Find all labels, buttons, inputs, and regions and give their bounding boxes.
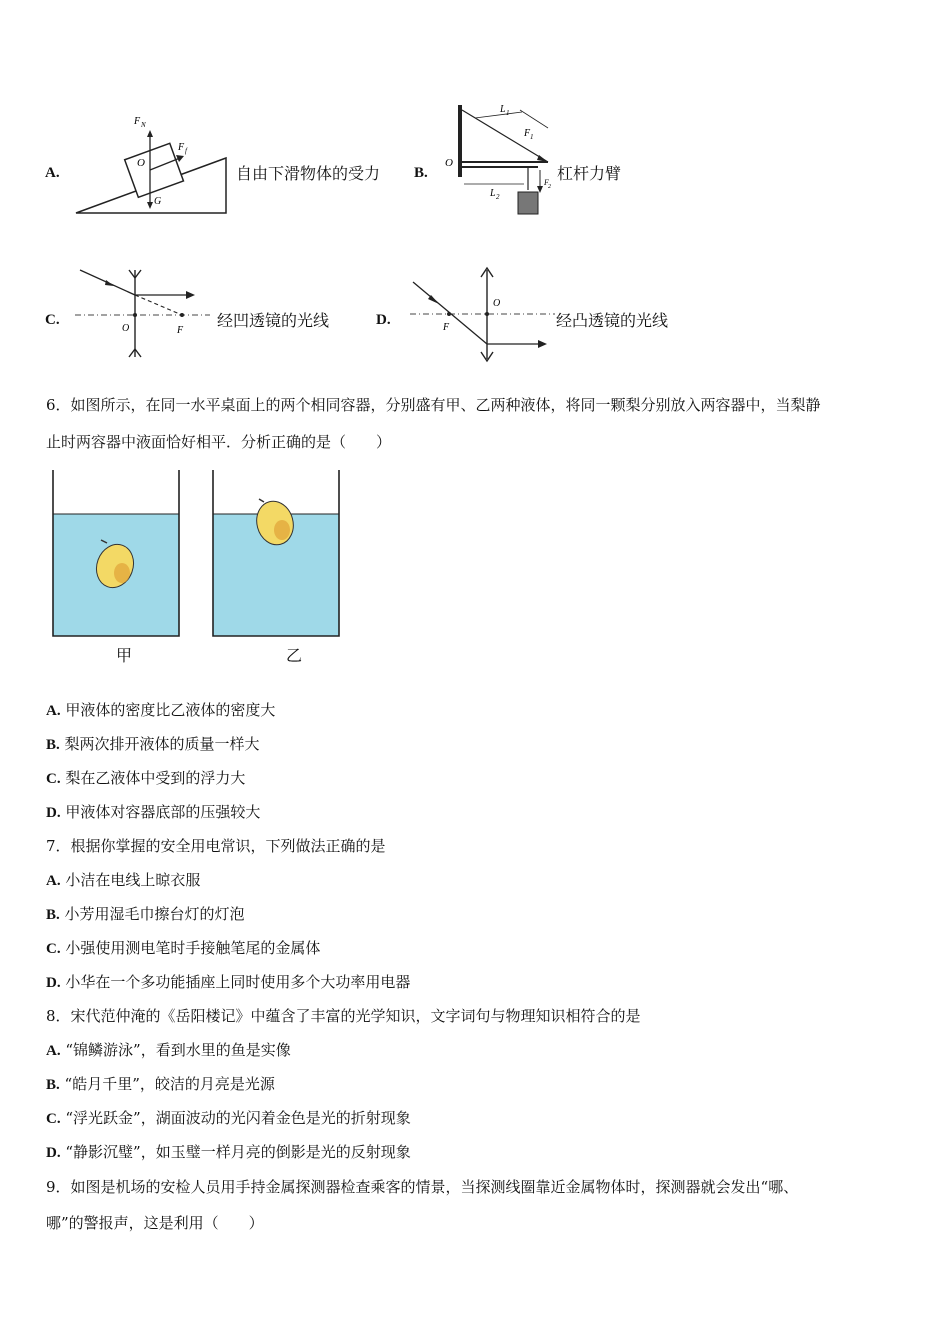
container-yi xyxy=(212,470,342,638)
convex-f-label: F xyxy=(443,322,450,333)
l1-label: L xyxy=(500,104,506,115)
option-a-label: A. xyxy=(45,165,60,181)
q7-option-a-label: A. xyxy=(46,873,61,889)
q6-stem-line2: 止时两容器中液面恰好相平．分析正确的是（ ） xyxy=(46,433,392,451)
q6-option-c-text: 梨在乙液体中受到的浮力大 xyxy=(65,769,246,787)
fn-sub: N xyxy=(141,121,146,129)
lever-o-label: O xyxy=(445,157,453,169)
q7-option-c-text: 小强使用测电笔时手接触笔尾的金属体 xyxy=(65,939,321,957)
f2-sub: 2 xyxy=(548,184,551,190)
q8-stem: 8．宋代范仲淹的《岳阳楼记》中蕴含了丰富的光学知识，文字词句与物理知识相符合的是 xyxy=(46,1007,641,1025)
convex-o-label: O xyxy=(493,298,501,309)
q6-option-d-label: D. xyxy=(46,805,61,821)
q7-option-d-label: D. xyxy=(46,975,61,991)
option-a-caption: 自由下滑物体的受力 xyxy=(236,164,381,183)
q6-option-b-text: 梨两次排开液体的质量一样大 xyxy=(64,735,260,753)
f2-label: F xyxy=(544,178,549,187)
q8-option-b-label: B. xyxy=(46,1077,60,1093)
fn-label: F xyxy=(134,116,141,127)
concave-lens-diagram xyxy=(70,262,210,362)
q7-option-b-text: 小芳用湿毛巾擦台灯的灯泡 xyxy=(64,905,245,923)
option-c-caption: 经凹透镜的光线 xyxy=(217,311,330,330)
q6-option-c-label: C. xyxy=(46,771,61,787)
q7-option-d-text: 小华在一个多功能插座上同时使用多个大功率用电器 xyxy=(65,973,411,991)
q6-stem-line1: 6．如图所示，在同一水平桌面上的两个相同容器，分别盛有甲、乙两种液体，将同一颗梨分别放入两容器中，当梨静 xyxy=(46,396,821,414)
l2-label: L xyxy=(490,188,496,199)
option-d-label: D. xyxy=(376,312,391,328)
concave-o-label: O xyxy=(122,323,130,334)
f1-label: F xyxy=(524,128,531,139)
q8-option-c-label: C. xyxy=(46,1111,61,1127)
container-jia xyxy=(52,470,182,638)
q6-option-a-label: A. xyxy=(46,703,61,719)
q8-option-b-text: “皓月千里”，皎洁的月亮是光源 xyxy=(64,1075,275,1093)
f1-sub: 1 xyxy=(530,133,534,141)
ff-sub: f xyxy=(185,147,187,155)
q7-option-a-text: 小洁在电线上晾衣服 xyxy=(65,871,201,889)
o-label: O xyxy=(137,157,145,169)
q6-option-d-text: 甲液体对容器底部的压强较大 xyxy=(65,803,261,821)
q8-option-d-text: “静影沉璧”，如玉璧一样月亮的倒影是光的反射现象 xyxy=(65,1143,411,1161)
option-d-caption: 经凸透镜的光线 xyxy=(556,311,669,330)
q7-stem: 7．根据你掌握的安全用电常识，下列做法正确的是 xyxy=(46,837,386,855)
l1-sub: 1 xyxy=(506,109,510,117)
ff-label: F xyxy=(178,142,185,153)
container-yi-label: 乙 xyxy=(286,646,303,665)
q6-option-b-label: B. xyxy=(46,737,60,753)
container-jia-label: 甲 xyxy=(116,646,133,665)
q8-option-d-label: D. xyxy=(46,1145,61,1161)
g-label: G xyxy=(154,196,162,207)
q8-option-a-label: A. xyxy=(46,1043,61,1059)
option-b-caption: 杠杆力臂 xyxy=(557,164,622,183)
option-b-label: B. xyxy=(414,165,428,181)
q8-option-c-text: “浮光跃金”，湖面波动的光闪着金色是光的折射现象 xyxy=(65,1109,411,1127)
q7-option-c-label: C. xyxy=(46,941,61,957)
incline-force-diagram xyxy=(70,110,240,220)
q7-option-b-label: B. xyxy=(46,907,60,923)
q9-stem-line2: 哪”的警报声，这是利用（ ） xyxy=(46,1214,264,1232)
q8-option-a-text: “锦鳞游泳”，看到水里的鱼是实像 xyxy=(65,1041,291,1059)
q6-option-a-text: 甲液体的密度比乙液体的密度大 xyxy=(65,701,276,719)
convex-lens-diagram xyxy=(405,262,555,362)
l2-sub: 2 xyxy=(496,193,500,201)
concave-f-label: F xyxy=(177,325,184,336)
option-c-label: C. xyxy=(45,312,60,328)
q9-stem-line1: 9．如图是机场的安检人员用手持金属探测器检查乘客的情景，当探测线圈靠近金属物体时，探测器就会发出“哪、 xyxy=(46,1178,799,1196)
lever-arm-diagram xyxy=(440,100,560,220)
